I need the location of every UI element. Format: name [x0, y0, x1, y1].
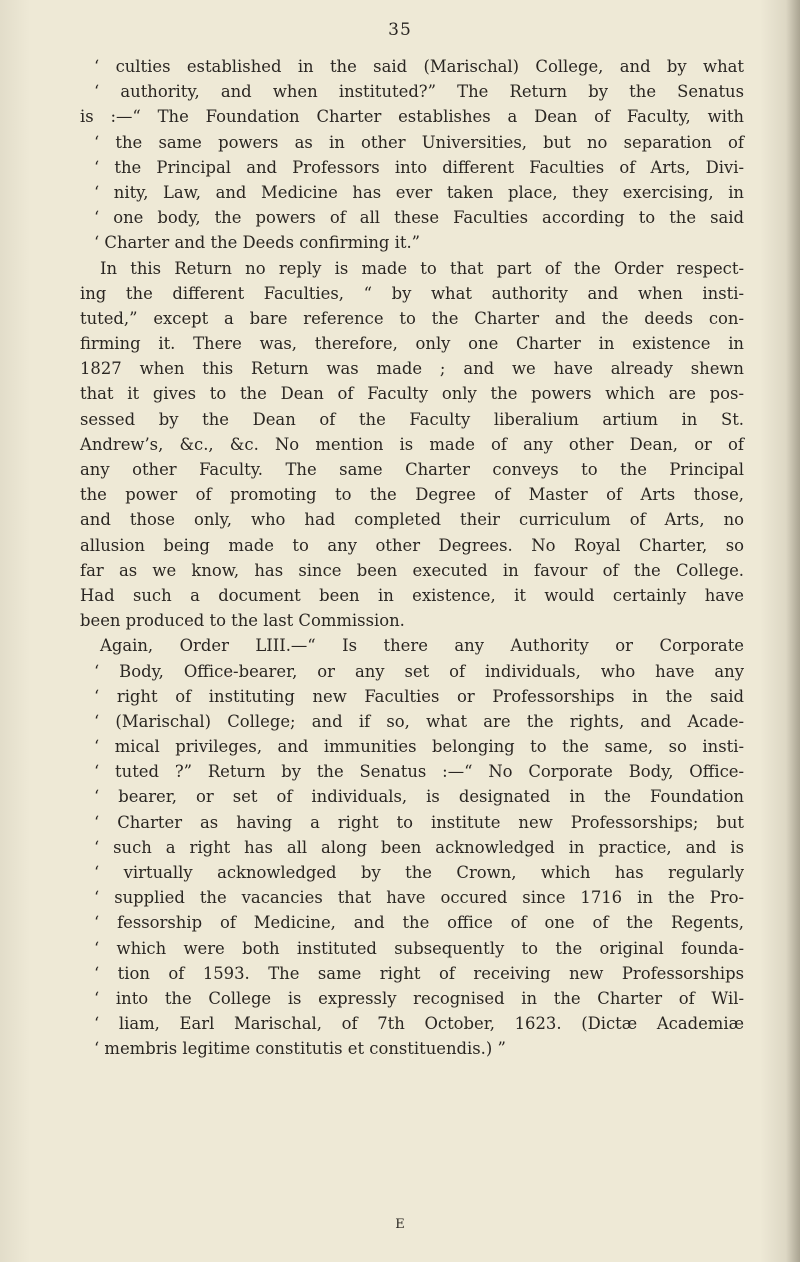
text-line: ‘ fessorship of Medicine, and the office of one of the Regents,: [94, 913, 744, 933]
text-line: In this Return no reply is made to that part of the Order respect-: [100, 258, 744, 278]
text-line: ‘ tuted ?” Return by the Senatus :—“ No Corporate Body, Office-: [94, 762, 744, 782]
text-line: Again, Order LIII.—“ Is there any Authority or Corporate: [100, 636, 744, 656]
text-line: ‘ into the College is expressly recognised in the Charter of Wil-: [94, 988, 744, 1008]
text-line: ‘ tion of 1593. The same right of receiving new Professorships: [94, 963, 744, 983]
text-line: firming it. There was, therefore, only one Charter in existence in: [80, 334, 744, 354]
text-line: Had such a document been in existence, it would certainly have: [80, 585, 744, 605]
text-line: is :—“ The Foundation Charter establishes a Dean of Faculty, with: [80, 107, 744, 127]
text-line: allusion being made to any other Degrees. No Royal Charter, so: [80, 535, 744, 555]
text-line: Andrew’s, &c., &c. No mention is made of any other Dean, or of: [80, 434, 744, 454]
text-line: and those only, who had completed their curriculum of Arts, no: [80, 510, 744, 530]
text-line: ‘ Body, Office-bearer, or any set of individuals, who have any: [94, 661, 744, 681]
text-line: ‘ membris legitime constitutis et constituendis.) ”: [94, 1039, 506, 1059]
text-line: 1827 when this Return was made ; and we have already shewn: [80, 359, 744, 379]
text-line: been produced to the last Commission.: [80, 611, 405, 631]
text-line: ‘ mical privileges, and immunities belonging to the same, so insti-: [94, 737, 744, 757]
page-number: 35: [388, 20, 412, 40]
text-line: far as we know, has since been executed in favour of the College.: [80, 560, 744, 580]
text-line: ‘ nity, Law, and Medicine has ever taken place, they exercising, in: [94, 182, 744, 202]
text-line: tuted,” except a bare reference to the Charter and the deeds con-: [80, 308, 744, 328]
text-line: ‘ virtually acknowledged by the Crown, which has regularly: [94, 863, 744, 882]
text-line: ‘ Charter as having a right to institute new Professorships; but: [94, 812, 744, 832]
text-line: ‘ (Marischal) College; and if so, what are the rights, and Acade-: [94, 711, 744, 731]
signature-mark: E: [395, 1217, 405, 1232]
text-line: that it gives to the Dean of Faculty only the powers which are pos-: [80, 384, 744, 404]
text-line: ‘ such a right has all along been acknowledged in practice, and is: [94, 837, 744, 857]
text-line: any other Faculty. The same Charter conveys to the Principal: [80, 460, 744, 479]
text-line: ‘ culties established in the said (Marischal) College, and by what: [94, 57, 744, 76]
text-line: ‘ right of instituting new Faculties or Professorships in the said: [94, 686, 744, 706]
text-line: ‘ liam, Earl Marischal, of 7th October, 1623. (Dictæ Academiæ: [94, 1014, 744, 1034]
text-line: ‘ supplied the vacancies that have occured since 1716 in the Pro-: [94, 888, 744, 908]
text-line: ‘ the same powers as in other Universities, but no separation of: [94, 132, 744, 152]
text-line: ‘ authority, and when instituted?” The Return by the Senatus: [94, 82, 744, 102]
text-line: ing the different Faculties, “ by what authority and when insti-: [80, 283, 744, 303]
text-line: ‘ one body, the powers of all these Faculties according to the said: [94, 208, 744, 228]
text-line: ‘ bearer, or set of individuals, is designated in the Foundation: [94, 787, 744, 807]
text-line: ‘ which were both instituted subsequently to the original founda-: [94, 938, 744, 958]
text-line: the power of promoting to the Degree of Master of Arts those,: [80, 485, 744, 505]
text-line: ‘ the Principal and Professors into different Faculties of Arts, Divi-: [94, 157, 744, 177]
text-line: ‘ Charter and the Deeds confirming it.”: [94, 233, 421, 253]
page-edge-shadow: [786, 0, 800, 1262]
body-text: [80, 54, 744, 1062]
text-line: sessed by the Dean of the Faculty liberalium artium in St.: [80, 409, 744, 429]
